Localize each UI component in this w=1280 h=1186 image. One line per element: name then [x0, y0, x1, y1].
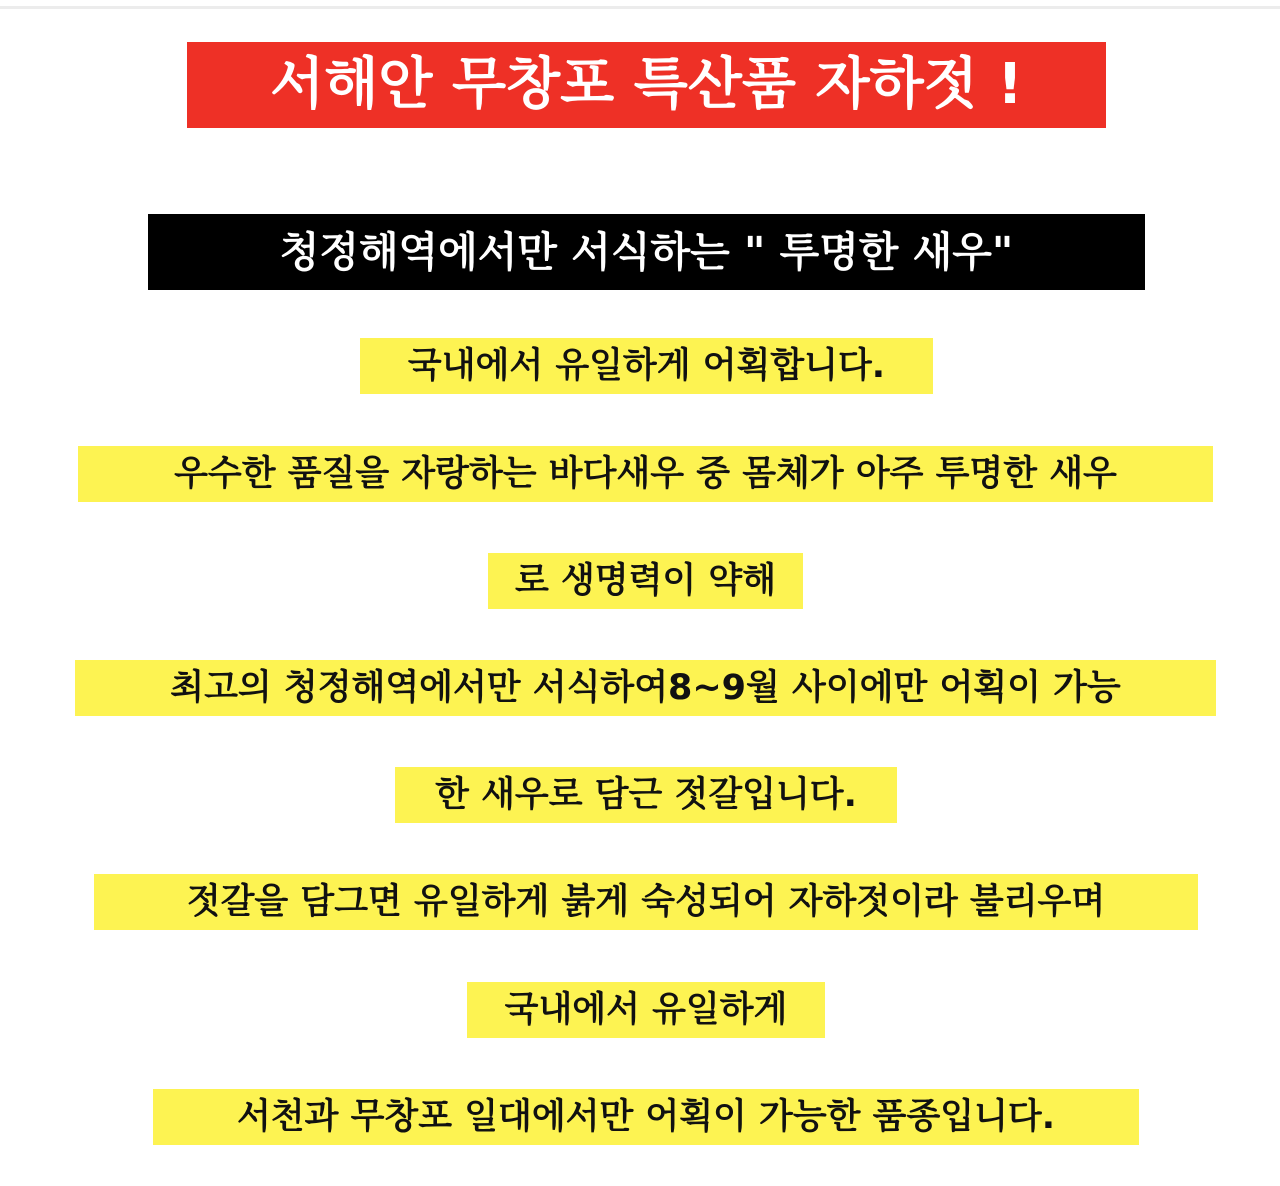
top-divider — [0, 6, 1280, 9]
highlight-line-2: 우수한 품질을 자랑하는 바다새우 중 몸체가 아주 투명한 새우 — [78, 446, 1213, 502]
highlight-line-4: 최고의 청정해역에서만 서식하여8~9월 사이에만 어획이 가능 — [75, 660, 1216, 716]
highlight-line-1: 국내에서 유일하게 어획합니다. — [360, 338, 933, 394]
highlight-line-7: 국내에서 유일하게 — [467, 982, 825, 1038]
highlight-line-3: 로 생명력이 약해 — [488, 553, 803, 609]
headline-banner: 서해안 무창포 특산품 자하젓 ! — [187, 42, 1106, 128]
highlight-line-8: 서천과 무창포 일대에서만 어획이 가능한 품종입니다. — [153, 1089, 1139, 1145]
subheadline-banner: 청정해역에서만 서식하는 " 투명한 새우" — [148, 214, 1145, 290]
highlight-line-6: 젓갈을 담그면 유일하게 붉게 숙성되어 자하젓이라 불리우며 — [94, 874, 1198, 930]
highlight-line-5: 한 새우로 담근 젓갈입니다. — [395, 767, 897, 823]
